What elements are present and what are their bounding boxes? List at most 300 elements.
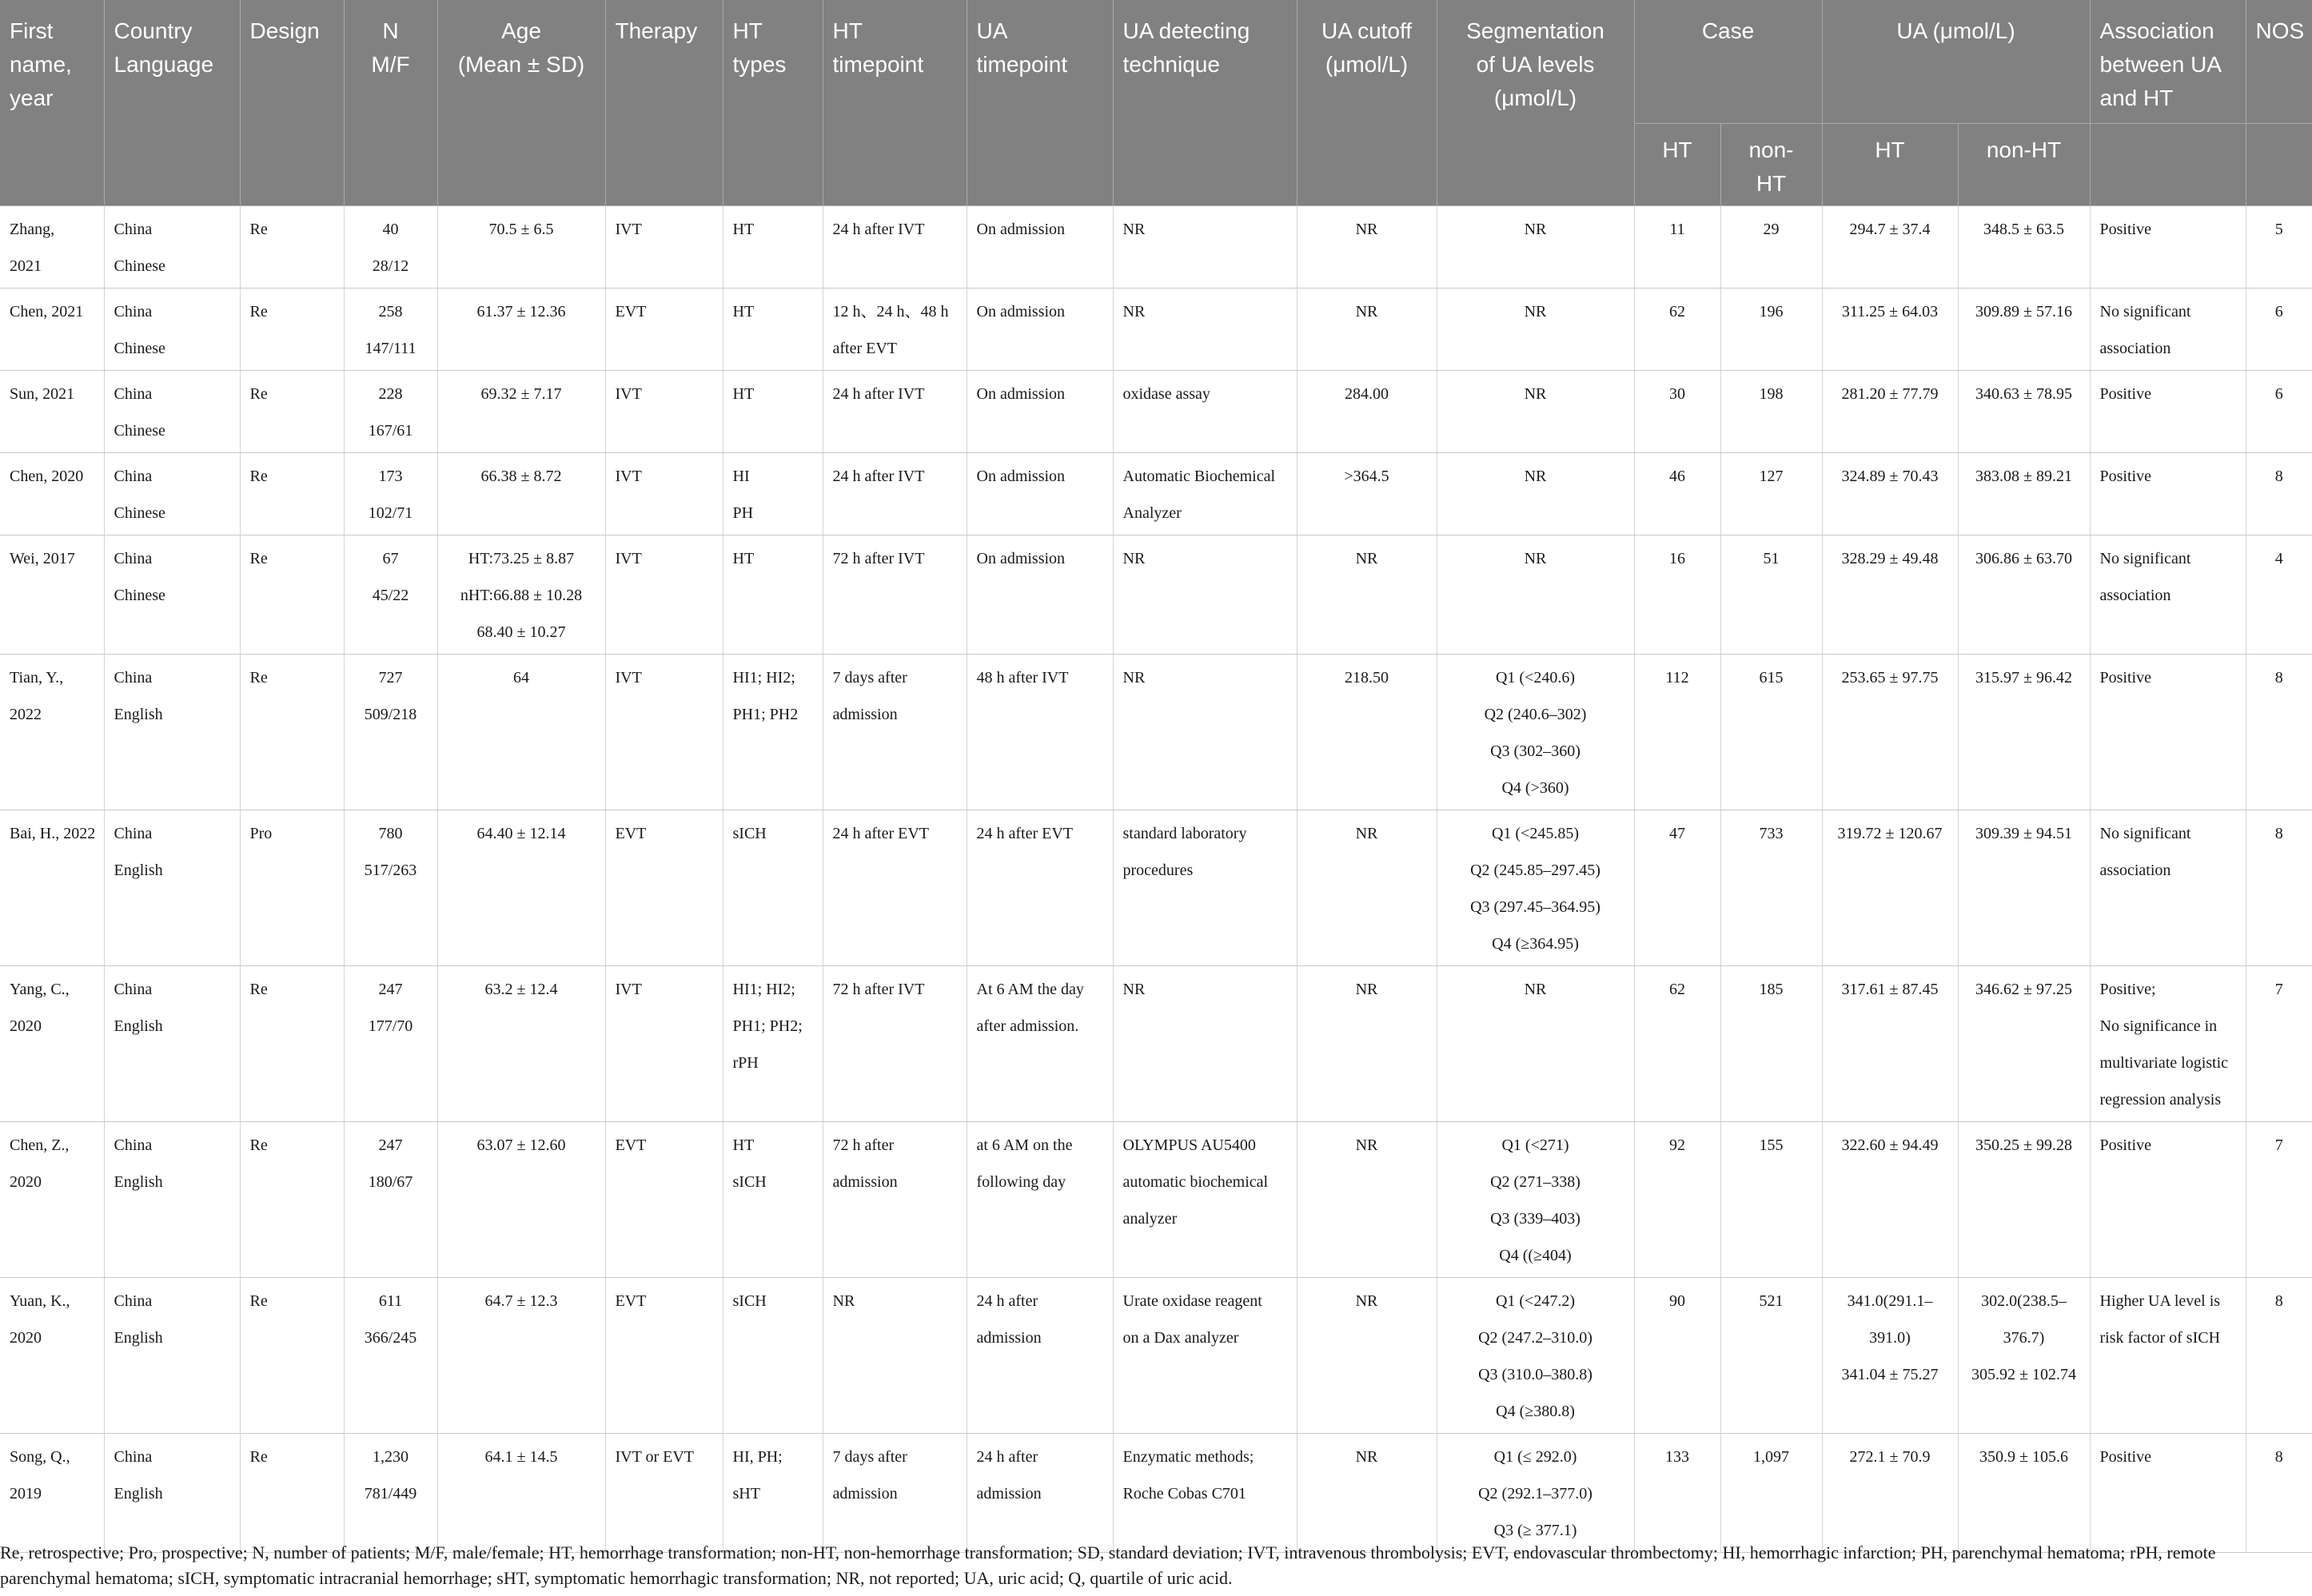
cell-nos bbox=[2246, 206, 2312, 289]
header-ua-detecting bbox=[1113, 0, 1297, 206]
cell-country-language bbox=[104, 1278, 240, 1434]
line: Positive; bbox=[2099, 981, 2156, 998]
line: 40 bbox=[382, 221, 399, 238]
cell-ua-ht bbox=[1822, 810, 1958, 966]
cell-ua-detecting bbox=[1113, 453, 1297, 535]
line: NR bbox=[1355, 550, 1378, 567]
line: Q1 (<245.85) bbox=[1491, 825, 1580, 842]
cell-case-ht bbox=[1634, 535, 1720, 655]
line: 2020 bbox=[10, 1173, 42, 1191]
line: China bbox=[114, 221, 153, 238]
cell-association bbox=[2090, 206, 2246, 289]
cell-n bbox=[344, 535, 437, 655]
cell-ht-types bbox=[723, 1122, 823, 1278]
line: HT bbox=[732, 550, 755, 567]
cell-country-language bbox=[104, 289, 240, 371]
cell-ua-non-ht bbox=[1958, 1434, 2090, 1553]
cell-n bbox=[344, 206, 437, 289]
line: NR bbox=[1524, 303, 1547, 320]
header-ht-timepoint bbox=[823, 0, 967, 206]
cell-age bbox=[437, 371, 605, 453]
line: NR bbox=[1122, 550, 1146, 567]
line: 391.0) bbox=[1869, 1329, 1911, 1347]
line: >364.5 bbox=[1344, 468, 1389, 485]
line: HI, PH; bbox=[732, 1448, 783, 1466]
line: 173 bbox=[378, 468, 403, 485]
line: Sun, 2021 bbox=[10, 385, 75, 403]
line: Zhang, bbox=[10, 221, 55, 238]
cell-ua-timepoint bbox=[967, 371, 1113, 453]
line: Country bbox=[114, 18, 193, 43]
table-row bbox=[0, 966, 2312, 1122]
cell-design bbox=[240, 1122, 344, 1278]
cell-first-name bbox=[0, 371, 104, 453]
line: admission bbox=[832, 1485, 898, 1502]
cell-age bbox=[437, 966, 605, 1122]
line: Chen, Z., bbox=[10, 1136, 70, 1154]
cell-age bbox=[437, 453, 605, 535]
cell-ht-types bbox=[723, 1434, 823, 1553]
line: Q4 ((≥404) bbox=[1499, 1247, 1572, 1264]
cell-case-ht bbox=[1634, 1434, 1720, 1553]
line: rPH bbox=[732, 1054, 759, 1072]
line: Chinese bbox=[114, 587, 165, 604]
line: 72 h after IVT bbox=[832, 981, 925, 998]
header-case-non-ht bbox=[1720, 124, 1822, 206]
line: 24 h after IVT bbox=[832, 385, 925, 403]
line: NR bbox=[1355, 1136, 1378, 1154]
line: 47 bbox=[1669, 825, 1685, 842]
line: association bbox=[2099, 340, 2171, 357]
line: 4 bbox=[2274, 550, 2283, 567]
cell-ua-timepoint bbox=[967, 966, 1113, 1122]
cell-ua-non-ht bbox=[1958, 810, 2090, 966]
line: 177/70 bbox=[368, 1017, 413, 1035]
cell-association bbox=[2090, 1434, 2246, 1553]
line: timepoint bbox=[832, 52, 924, 77]
line: 66.38 ± 8.72 bbox=[480, 468, 562, 485]
cell-ua-cutoff bbox=[1297, 655, 1437, 810]
cell-first-name bbox=[0, 206, 104, 289]
line: On admission bbox=[976, 550, 1066, 567]
line: HI1; HI2; bbox=[732, 981, 795, 998]
line: China bbox=[114, 1136, 153, 1154]
line: Re bbox=[249, 550, 268, 567]
line: Tian, Y., bbox=[10, 669, 64, 687]
line: 28/12 bbox=[372, 257, 409, 275]
cell-nos bbox=[2246, 655, 2312, 810]
cell-design bbox=[240, 535, 344, 655]
cell-first-name bbox=[0, 1122, 104, 1278]
line: sHT bbox=[732, 1485, 760, 1502]
line: Positive bbox=[2099, 385, 2151, 403]
line: IVT bbox=[615, 221, 642, 238]
table-row bbox=[0, 535, 2312, 655]
line: HT bbox=[732, 18, 763, 43]
line: Language bbox=[114, 52, 214, 77]
line: 63.07 ± 12.60 bbox=[476, 1136, 566, 1154]
cell-nos bbox=[2246, 289, 2312, 371]
line: IVT bbox=[615, 468, 642, 485]
line: automatic biochemical bbox=[1122, 1173, 1269, 1191]
cell-segmentation bbox=[1437, 535, 1634, 655]
cell-association bbox=[2090, 810, 2246, 966]
cell-ua-ht bbox=[1822, 966, 1958, 1122]
cell-age bbox=[437, 535, 605, 655]
cell-ht-types bbox=[723, 371, 823, 453]
line: after EVT bbox=[832, 340, 898, 357]
cell-ua-detecting bbox=[1113, 1278, 1297, 1434]
line: Q3 (297.45–364.95) bbox=[1470, 898, 1600, 916]
cell-case-non-ht bbox=[1720, 1278, 1822, 1434]
line: China bbox=[114, 550, 153, 567]
cell-case-non-ht bbox=[1720, 289, 1822, 371]
line: 780 bbox=[378, 825, 403, 842]
line: NR bbox=[1122, 669, 1146, 687]
line: 16 bbox=[1669, 550, 1685, 567]
line: Q3 (339–403) bbox=[1490, 1210, 1581, 1228]
line: Re bbox=[249, 385, 268, 403]
line: Positive bbox=[2099, 221, 2151, 238]
line: 64.1 ± 14.5 bbox=[484, 1448, 558, 1466]
line: 272.1 ± 70.9 bbox=[1849, 1448, 1931, 1466]
cell-ua-cutoff bbox=[1297, 371, 1437, 453]
line: 133 bbox=[1665, 1448, 1689, 1466]
cell-nos bbox=[2246, 810, 2312, 966]
cell-therapy bbox=[605, 1278, 723, 1434]
cell-therapy bbox=[605, 206, 723, 289]
line: 112 bbox=[1665, 669, 1689, 687]
cell-country-language bbox=[104, 371, 240, 453]
cell-design bbox=[240, 1434, 344, 1553]
line: IVT bbox=[615, 981, 642, 998]
line: 8 bbox=[2274, 825, 2283, 842]
line: English bbox=[114, 1329, 163, 1347]
line: 521 bbox=[1759, 1292, 1784, 1310]
line: multivariate logistic bbox=[2099, 1054, 2229, 1072]
line: Positive bbox=[2099, 468, 2151, 485]
line: Re bbox=[249, 669, 268, 687]
cell-ht-timepoint bbox=[823, 371, 967, 453]
cell-ua-timepoint bbox=[967, 1278, 1113, 1434]
cell-age bbox=[437, 1434, 605, 1553]
line: 11 bbox=[1669, 221, 1685, 238]
cell-design bbox=[240, 655, 344, 810]
cell-ua-detecting bbox=[1113, 289, 1297, 371]
line: oxidase assay bbox=[1122, 385, 1210, 403]
line: 781/449 bbox=[364, 1485, 417, 1502]
line: Q4 (>360) bbox=[1501, 779, 1569, 797]
table-footnote: Re, retrospective; Pro, prospective; N, number of patients; M/F, male/female; HT, hemorrhage transformation; non-HT, non-hemorrhage transformation; SD, standard deviation; IVT, intravenous thrombolysis; EVT, endovascular thrombectomy; HI, hemorrhagic infarction; PH, parenchymal hematoma; rPH, remote parenchymal hematoma; sICH, symptomatic intracranial hemorrhage; sHT, symptomatic hemorrhagic transformation; NR, not reported; UA, uric acid; Q, quartile of uric acid. bbox=[0, 1542, 2216, 1588]
line: (Mean ± SD) bbox=[457, 52, 585, 77]
line: Wei, 2017 bbox=[10, 550, 75, 567]
line: NR bbox=[1355, 221, 1378, 238]
line: 7 bbox=[2274, 1136, 2283, 1154]
cell-ua-cutoff bbox=[1297, 206, 1437, 289]
cell-n bbox=[344, 655, 437, 810]
cell-ht-types bbox=[723, 655, 823, 810]
cell-age bbox=[437, 1122, 605, 1278]
line: English bbox=[114, 1017, 163, 1035]
line: Higher UA level is bbox=[2099, 1292, 2221, 1310]
table-row bbox=[0, 371, 2312, 453]
line: HT bbox=[1662, 137, 1692, 162]
line: EVT bbox=[615, 825, 647, 842]
line: 62 bbox=[1669, 981, 1685, 998]
header-nos-sub bbox=[2246, 124, 2312, 206]
cell-therapy bbox=[605, 535, 723, 655]
line: 317.61 ± 87.45 bbox=[1841, 981, 1939, 998]
line: at 6 AM on the bbox=[976, 1136, 1073, 1154]
line: 302.0(238.5– bbox=[1981, 1292, 2067, 1310]
table-row bbox=[0, 453, 2312, 535]
cell-age bbox=[437, 810, 605, 966]
line: Q2 (247.2–310.0) bbox=[1478, 1329, 1592, 1347]
line: 733 bbox=[1759, 825, 1784, 842]
cell-n bbox=[344, 289, 437, 371]
cell-ht-timepoint bbox=[823, 1122, 967, 1278]
cell-association bbox=[2090, 966, 2246, 1122]
table-row bbox=[0, 1278, 2312, 1434]
cell-therapy bbox=[605, 1122, 723, 1278]
line: China bbox=[114, 1448, 153, 1466]
line: PH1; PH2; bbox=[732, 1017, 803, 1035]
cell-ht-types bbox=[723, 289, 823, 371]
line: 509/218 bbox=[364, 706, 417, 723]
line: Segmentation bbox=[1466, 18, 1604, 43]
line: Chinese bbox=[114, 340, 165, 357]
line: 253.65 ± 97.75 bbox=[1841, 669, 1939, 687]
table-row bbox=[0, 810, 2312, 966]
line: 319.72 ± 120.67 bbox=[1837, 825, 1943, 842]
line: Chinese bbox=[114, 504, 165, 522]
cell-case-non-ht bbox=[1720, 655, 1822, 810]
cell-design bbox=[240, 371, 344, 453]
cell-ua-cutoff bbox=[1297, 289, 1437, 371]
line: 305.92 ± 102.74 bbox=[1971, 1366, 2076, 1383]
line: UA (μmol/L) bbox=[1896, 18, 2015, 43]
line: 284.00 bbox=[1345, 385, 1389, 403]
cell-country-language bbox=[104, 1122, 240, 1278]
line: following day bbox=[976, 1173, 1066, 1191]
cell-case-ht bbox=[1634, 655, 1720, 810]
line: N bbox=[382, 18, 399, 43]
line: Chinese bbox=[114, 422, 165, 440]
line: admission bbox=[976, 1485, 1042, 1502]
line: Chen, 2020 bbox=[10, 468, 84, 485]
cell-segmentation bbox=[1437, 810, 1634, 966]
cell-nos bbox=[2246, 453, 2312, 535]
line: Roche Cobas C701 bbox=[1122, 1485, 1246, 1502]
line: UA detecting bbox=[1122, 18, 1250, 43]
cell-segmentation bbox=[1437, 453, 1634, 535]
line: 180/67 bbox=[368, 1173, 413, 1191]
line: China bbox=[114, 303, 153, 320]
cell-case-ht bbox=[1634, 453, 1720, 535]
cell-therapy bbox=[605, 371, 723, 453]
line: 281.20 ± 77.79 bbox=[1841, 385, 1939, 403]
line: 64 bbox=[513, 669, 529, 687]
line: First bbox=[10, 18, 54, 43]
line: PH1; PH2 bbox=[732, 706, 799, 723]
line: procedures bbox=[1122, 862, 1194, 879]
cell-case-non-ht bbox=[1720, 1122, 1822, 1278]
cell-first-name bbox=[0, 289, 104, 371]
line: NR bbox=[1355, 303, 1378, 320]
line: China bbox=[114, 385, 153, 403]
line: 2019 bbox=[10, 1485, 42, 1502]
cell-ua-ht bbox=[1822, 1122, 1958, 1278]
cell-country-language bbox=[104, 453, 240, 535]
line: IVT bbox=[615, 385, 642, 403]
line: sICH bbox=[732, 825, 767, 842]
cell-ua-timepoint bbox=[967, 655, 1113, 810]
cell-case-non-ht bbox=[1720, 206, 1822, 289]
line: 6 bbox=[2274, 303, 2283, 320]
line: Urate oxidase reagent bbox=[1122, 1292, 1262, 1310]
line: 8 bbox=[2274, 669, 2283, 687]
line: 67 bbox=[382, 550, 399, 567]
line: 45/22 bbox=[372, 587, 409, 604]
header-ua bbox=[1822, 0, 2090, 124]
cell-ua-timepoint bbox=[967, 1434, 1113, 1553]
cell-ht-timepoint bbox=[823, 1278, 967, 1434]
cell-ua-cutoff bbox=[1297, 535, 1437, 655]
line: 92 bbox=[1669, 1136, 1685, 1154]
cell-country-language bbox=[104, 1434, 240, 1553]
line: On admission bbox=[976, 468, 1066, 485]
line: HT bbox=[1756, 171, 1787, 196]
line: No significant bbox=[2099, 303, 2191, 320]
line: regression analysis bbox=[2099, 1091, 2222, 1108]
line: Q1 (<271) bbox=[1501, 1136, 1569, 1154]
line: Positive bbox=[2099, 1448, 2151, 1466]
line: 315.97 ± 96.42 bbox=[1975, 669, 2072, 687]
line: of UA levels bbox=[1476, 52, 1595, 77]
line: 70.5 ± 6.5 bbox=[488, 221, 554, 238]
line: Automatic Biochemical bbox=[1122, 468, 1275, 485]
cell-ua-detecting bbox=[1113, 535, 1297, 655]
cell-ua-detecting bbox=[1113, 371, 1297, 453]
header-case bbox=[1634, 0, 1822, 124]
line: NOS bbox=[2255, 18, 2305, 43]
cell-case-non-ht bbox=[1720, 535, 1822, 655]
table-row bbox=[0, 1434, 2312, 1553]
line: 90 bbox=[1669, 1292, 1685, 1310]
line: 24 h after EVT bbox=[832, 825, 930, 842]
line: 340.63 ± 78.95 bbox=[1975, 385, 2072, 403]
header-ua-non-ht bbox=[1958, 124, 2090, 206]
line: 127 bbox=[1759, 468, 1784, 485]
cell-association bbox=[2090, 453, 2246, 535]
line: EVT bbox=[615, 303, 647, 320]
line: NR bbox=[1122, 303, 1146, 320]
line: 350.25 ± 99.28 bbox=[1975, 1136, 2072, 1154]
line: Re bbox=[249, 1292, 268, 1310]
line: English bbox=[114, 1485, 163, 1502]
line: timepoint bbox=[976, 52, 1068, 77]
cell-association bbox=[2090, 535, 2246, 655]
line: 51 bbox=[1763, 550, 1780, 567]
cell-case-ht bbox=[1634, 371, 1720, 453]
line: Re bbox=[249, 303, 268, 320]
line: non- bbox=[1748, 137, 1794, 162]
line: HT bbox=[732, 303, 755, 320]
cell-ua-cutoff bbox=[1297, 810, 1437, 966]
cell-ua-non-ht bbox=[1958, 1122, 2090, 1278]
cell-nos bbox=[2246, 1278, 2312, 1434]
cell-country-language bbox=[104, 966, 240, 1122]
cell-n bbox=[344, 1122, 437, 1278]
cell-case-ht bbox=[1634, 966, 1720, 1122]
line: Q2 (240.6–302) bbox=[1484, 706, 1587, 723]
line: HI bbox=[732, 468, 750, 485]
line: 350.9 ± 105.6 bbox=[1979, 1448, 2068, 1466]
cell-ua-non-ht bbox=[1958, 966, 2090, 1122]
line: IVT or EVT bbox=[615, 1448, 694, 1466]
line: and HT bbox=[2099, 86, 2174, 110]
cell-ua-timepoint bbox=[967, 1122, 1113, 1278]
line: 615 bbox=[1759, 669, 1784, 687]
cell-n bbox=[344, 1434, 437, 1553]
line: 1,230 bbox=[373, 1448, 409, 1466]
line: 198 bbox=[1759, 385, 1784, 403]
line: 69.32 ± 7.17 bbox=[480, 385, 562, 403]
line: On admission bbox=[976, 303, 1066, 320]
line: 24 h after bbox=[976, 1448, 1038, 1466]
line: Re bbox=[249, 221, 268, 238]
line: Q1 (≤ 292.0) bbox=[1493, 1448, 1577, 1466]
cell-ua-timepoint bbox=[967, 810, 1113, 966]
line: admission bbox=[832, 706, 898, 723]
line: HT:73.25 ± 8.87 bbox=[468, 550, 575, 567]
cell-age bbox=[437, 289, 605, 371]
line: 68.40 ± 10.27 bbox=[476, 623, 566, 641]
line: Pro bbox=[249, 825, 273, 842]
cell-association bbox=[2090, 1278, 2246, 1434]
header-first-name bbox=[0, 0, 104, 206]
line: 72 h after IVT bbox=[832, 550, 925, 567]
cell-ua-cutoff bbox=[1297, 1122, 1437, 1278]
line: Re bbox=[249, 1448, 268, 1466]
line: Re bbox=[249, 981, 268, 998]
cell-n bbox=[344, 371, 437, 453]
cell-association bbox=[2090, 655, 2246, 810]
cell-ht-timepoint bbox=[823, 810, 967, 966]
line: UA cutoff bbox=[1321, 18, 1413, 43]
line: name, bbox=[10, 52, 72, 77]
cell-n bbox=[344, 1278, 437, 1434]
line: China bbox=[114, 468, 153, 485]
line: 12 h、24 h、48 h bbox=[832, 303, 949, 320]
cell-ua-ht bbox=[1822, 535, 1958, 655]
line: NR bbox=[1524, 981, 1547, 998]
line: standard laboratory bbox=[1122, 825, 1247, 842]
line: Q4 (≥364.95) bbox=[1492, 935, 1579, 953]
cell-design bbox=[240, 966, 344, 1122]
cell-design bbox=[240, 289, 344, 371]
table-row bbox=[0, 289, 2312, 371]
line: 24 h after IVT bbox=[832, 468, 925, 485]
line: NR bbox=[1524, 221, 1547, 238]
line: At 6 AM the day bbox=[976, 981, 1084, 998]
line: 322.60 ± 94.49 bbox=[1841, 1136, 1939, 1154]
line: On admission bbox=[976, 385, 1066, 403]
line: 46 bbox=[1669, 468, 1685, 485]
cell-ua-detecting bbox=[1113, 1122, 1297, 1278]
line: 2020 bbox=[10, 1017, 42, 1035]
header-ua-ht bbox=[1822, 124, 1958, 206]
